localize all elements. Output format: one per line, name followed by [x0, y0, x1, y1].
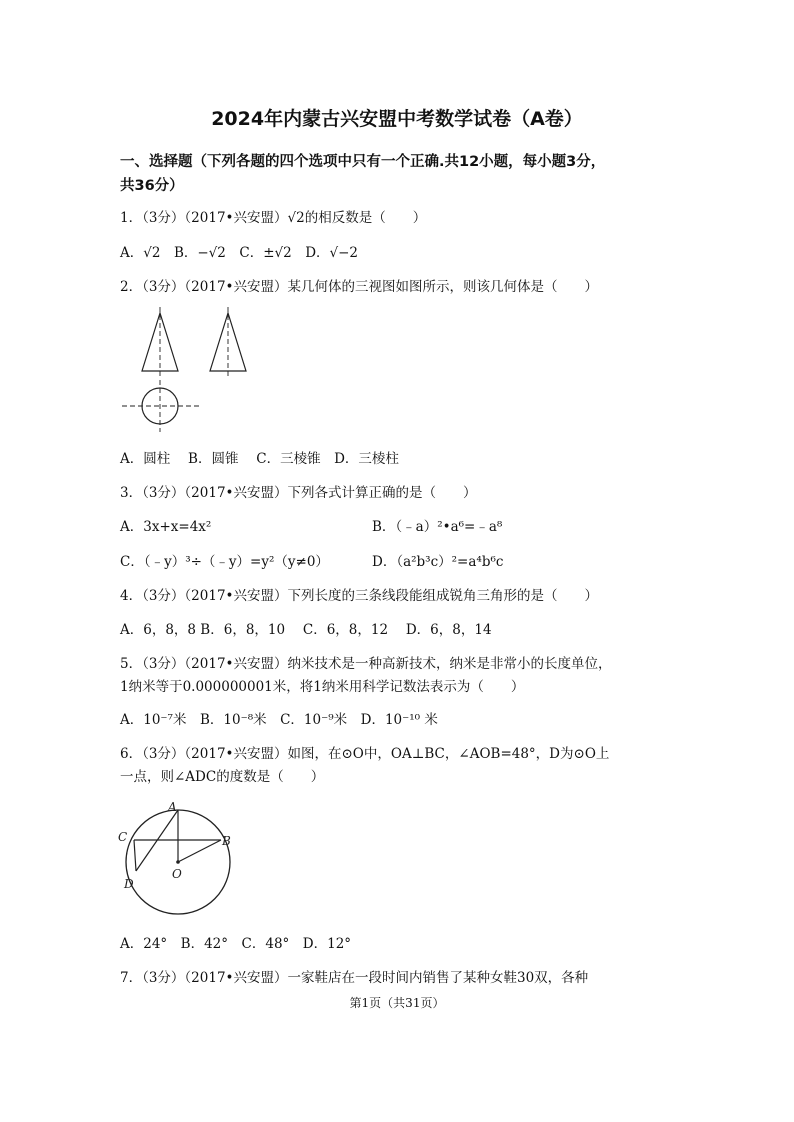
question-3-option-a: A．3x+x=4x² — [120, 519, 212, 535]
question-1-stem: 1．（3分）（2017•兴安盟）√2的相反数是（ ） — [120, 210, 427, 226]
question-4-stem: 4．（3分）（2017•兴安盟）下列长度的三条线段能组成锐角三角形的是（ ） — [120, 588, 598, 604]
question-5-stem-line1: 5．（3分）（2017•兴安盟）纳米技术是一种高新技术，纳米是非常小的长度单位， — [120, 656, 612, 672]
point-label-d: D — [124, 877, 134, 891]
circle-geometry-figure — [112, 794, 252, 924]
point-label-a: A — [168, 800, 177, 814]
question-5-options: A．10⁻⁷米 B．10⁻⁸米 C．10⁻⁹米 D．10⁻¹⁰ 米 — [120, 712, 438, 728]
page-footer: 第1页（共31页） — [349, 996, 445, 1010]
three-view-figure — [118, 305, 208, 435]
question-3-stem: 3．（3分）（2017•兴安盟）下列各式计算正确的是（ ） — [120, 485, 477, 501]
question-3-option-b: B．（﹣a）²•a⁶=﹣a⁸ — [372, 519, 503, 535]
question-3-option-d: D．（a²b³c）²=a⁴b⁶c — [372, 554, 504, 570]
section-heading-2: 共36分） — [120, 178, 184, 194]
question-2-stem: 2．（3分）（2017•兴安盟）某几何体的三视图如图所示，则该几何体是（ ） — [120, 279, 598, 295]
question-3-option-c: C．（﹣y）³÷（﹣y）=y²（y≠0） — [120, 554, 329, 570]
section-heading-1: 一、选择题（下列各题的四个选项中只有一个正确.共12小题，每小题3分， — [120, 154, 606, 170]
question-6-stem-line1: 6．（3分）（2017•兴安盟）如图，在⊙O中，OA⊥BC，∠AOB=48°，D为⊙O上 — [120, 746, 610, 762]
question-4-options: A．6，8，8 B．6，8，10 C．6，8，12 D．6，8，14 — [120, 622, 492, 638]
question-7-stem: 7．（3分）（2017•兴安盟）一家鞋店在一段时间内销售了某种女鞋30双，各种 — [120, 970, 589, 986]
question-1-options: A．√2 B．−√2 C．±√2 D．√−2 — [120, 245, 359, 261]
side-view-figure — [205, 305, 255, 385]
point-label-o: O — [172, 867, 182, 881]
question-6-stem-line2: 一点，则∠ADC的度数是（ ） — [120, 769, 325, 785]
point-label-b: B — [222, 834, 231, 848]
page-title: 2024年内蒙古兴安盟中考数学试卷（A卷） — [211, 108, 583, 130]
point-label-c: C — [118, 830, 128, 844]
question-2-options: A．圆柱 B．圆锥 C．三棱锥 D．三棱柱 — [120, 451, 399, 467]
question-5-stem-line2: 1纳米等于0.000000001米，将1纳米用科学记数法表示为（ ） — [120, 679, 525, 695]
question-6-options: A．24° B．42° C．48° D．12° — [120, 936, 352, 952]
